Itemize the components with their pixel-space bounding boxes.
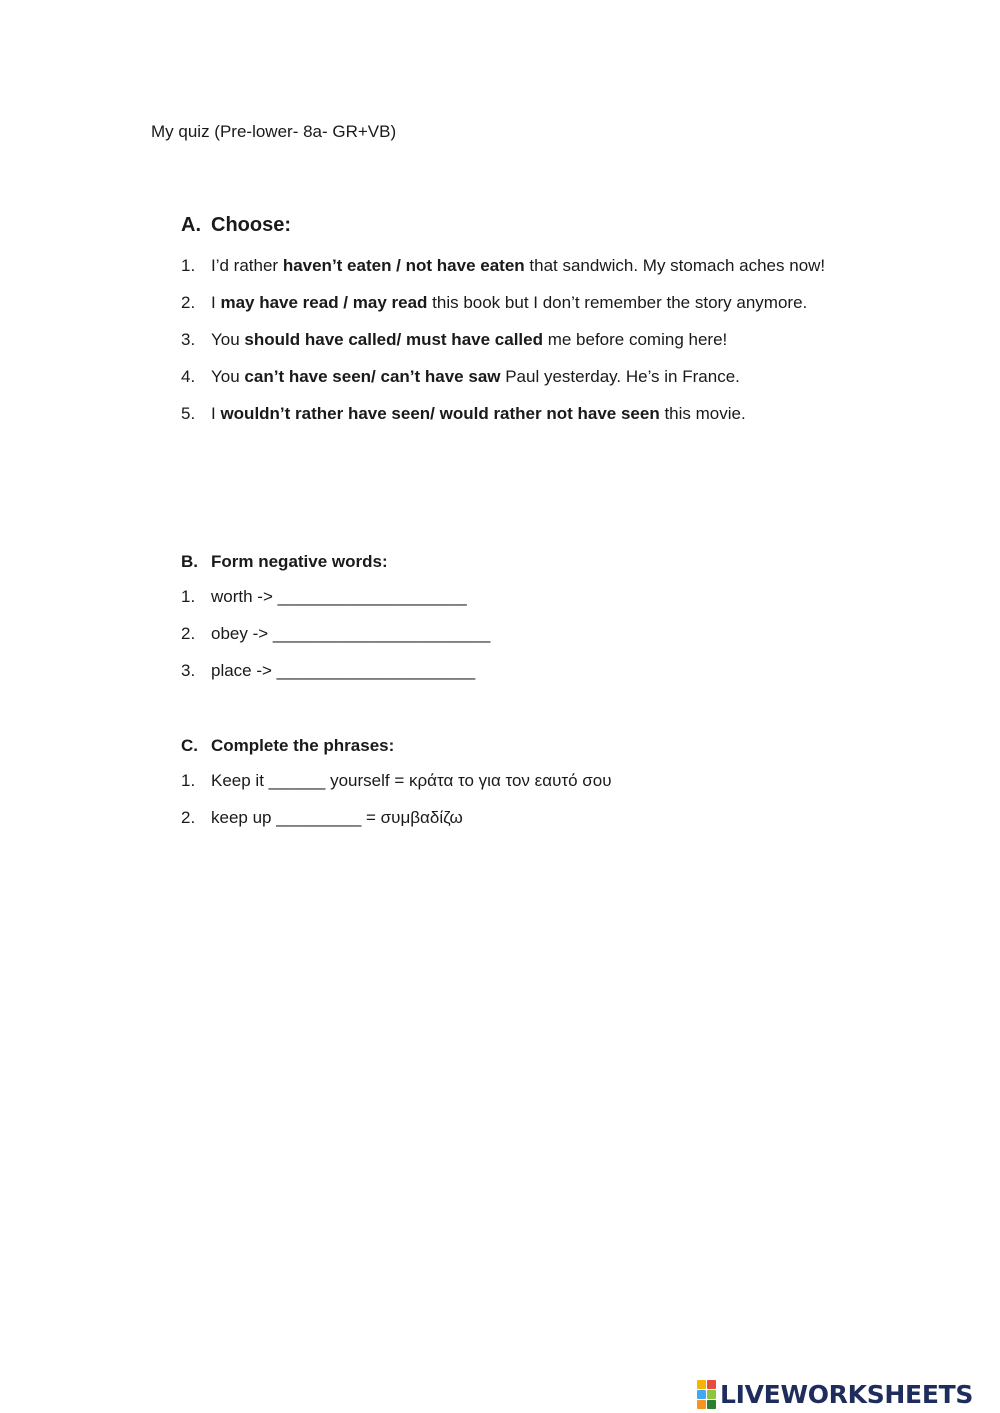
section-title: Form negative words:: [211, 552, 388, 571]
question-text-start: I: [211, 404, 221, 423]
logo-square: [697, 1380, 706, 1389]
section-letter: C.: [181, 736, 198, 755]
logo-square: [707, 1390, 716, 1399]
question-text-end: that sandwich. My stomach aches now!: [524, 256, 826, 275]
question-item: [181, 799, 861, 836]
question-number: 1.: [181, 587, 196, 606]
question-item: [181, 652, 861, 689]
fill-in-question[interactable]: keep up _________ = συμβαδίζω: [211, 808, 463, 827]
quiz-title: My quiz (Pre-lower- 8a- GR+VB): [151, 122, 397, 141]
question-number: 5.: [181, 404, 196, 423]
section-heading: [181, 208, 861, 244]
question-item: [181, 247, 861, 284]
liveworksheets-logo: [697, 1377, 973, 1411]
fill-in-question[interactable]: Keep it ______ yourself = κράτα το για τον εαυτό σου: [211, 771, 612, 790]
question-text-end: Paul yesterday. He’s in France.: [500, 367, 740, 386]
logo-mark-icon: [697, 1380, 716, 1409]
logo-square: [707, 1400, 716, 1409]
question-item: [181, 762, 861, 799]
question-number: 1.: [181, 771, 196, 790]
question-list: [181, 578, 861, 689]
question-text-start: I: [211, 293, 221, 312]
question-item: [181, 358, 861, 395]
question-number: 2.: [181, 808, 196, 827]
question-text-start: You: [211, 330, 245, 349]
section-heading: [181, 731, 861, 761]
answer-options[interactable]: should have called/ must have called: [244, 330, 543, 349]
question-text-end: me before coming here!: [542, 330, 728, 349]
fill-in-question[interactable]: worth -> ____________________: [211, 587, 467, 606]
answer-options[interactable]: may have read / may read: [220, 293, 428, 312]
question-number: 2.: [181, 293, 196, 312]
logo-square: [697, 1390, 706, 1399]
question-item: [181, 578, 861, 615]
logo-text: LIVEWORKSHEETS: [720, 1379, 974, 1409]
fill-in-question[interactable]: place -> _____________________: [211, 661, 476, 680]
question-number: 4.: [181, 367, 196, 386]
logo-square: [707, 1380, 716, 1389]
question-number: 3.: [181, 661, 196, 680]
fill-in-question[interactable]: obey -> _______________________: [211, 624, 491, 643]
question-list: [181, 247, 861, 432]
answer-options[interactable]: can’t have seen/ can’t have saw: [244, 367, 501, 386]
section-title: Choose:: [211, 214, 291, 236]
answer-options[interactable]: haven’t eaten / not have eaten: [282, 256, 525, 275]
section-choose: [181, 208, 861, 432]
question-item: [181, 395, 861, 432]
section-complete-phrases: [181, 731, 861, 836]
question-number: 1.: [181, 256, 196, 275]
question-text-start: I’d rather: [211, 256, 283, 275]
answer-options[interactable]: wouldn’t rather have seen/ would rather not have seen: [220, 404, 660, 423]
question-number: 2.: [181, 624, 196, 643]
question-item: [181, 284, 861, 321]
question-number: 3.: [181, 330, 196, 349]
question-text-start: You: [211, 367, 245, 386]
question-text-end: this movie.: [659, 404, 746, 423]
question-item: [181, 321, 861, 358]
question-text-end: this book but I don’t remember the story anymore.: [427, 293, 808, 312]
section-letter: A.: [181, 214, 201, 236]
question-list: [181, 762, 861, 836]
section-negative-words: [181, 547, 861, 689]
logo-square: [697, 1400, 706, 1409]
section-letter: B.: [181, 552, 198, 571]
section-heading: [181, 547, 861, 577]
section-title: Complete the phrases:: [211, 736, 395, 755]
question-item: [181, 615, 861, 652]
